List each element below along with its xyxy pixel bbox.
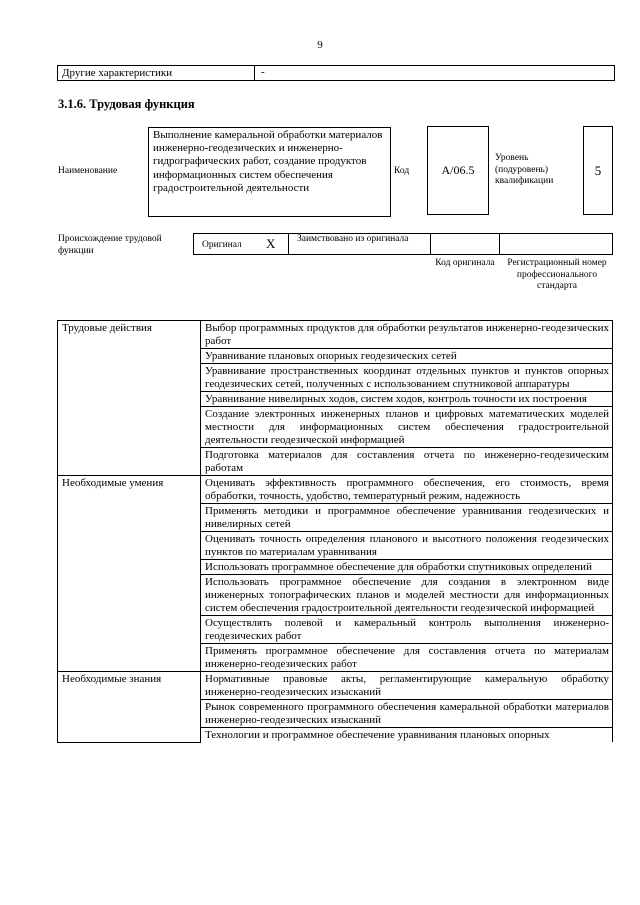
function-code-value: A/06.5 (441, 163, 475, 177)
category-labor-actions: Трудовые действия (58, 321, 201, 476)
code-original-cell (430, 233, 500, 255)
table-cell: Технологии и программное обеспечение уравнивания плановых опорных (201, 728, 613, 743)
original-mark: X (266, 236, 276, 251)
table-row (58, 321, 613, 349)
page-number: 9 (317, 39, 323, 51)
function-details-table (57, 320, 613, 743)
category-required-knowledge: Необходимые знания (58, 672, 201, 743)
function-code-box (427, 126, 489, 215)
table-cell: Оценивать точность определения планового и высотного положения геодезических пунктов по материалам уравнивания (201, 532, 613, 560)
table-cell: Подготовка материалов для составления отчета по инженерно-геодезическим работам (201, 448, 613, 476)
code-label: Код (394, 166, 410, 176)
table-cell: Рынок современного программного обеспечения камеральной обработки материалов инженерно-геодезических изысканий (201, 700, 613, 728)
level-label: Уровень (подуровень) квалификации (495, 153, 554, 186)
table-row (58, 476, 613, 504)
section-title: 3.1.6. Трудовая функция (58, 97, 195, 111)
reg-number-cell (499, 233, 613, 255)
other-characteristics-row (57, 65, 615, 81)
table-cell: Уравнивание пространственных координат отдельных пунктов и пунктов опорных геодезических сетей, полученных с использованием спутниковой аппаратуры (201, 364, 613, 392)
category-required-skills: Необходимые умения (58, 476, 201, 672)
other-characteristics-label: Другие характеристики (62, 67, 173, 79)
function-name-text: Выполнение камеральной обработки материалов инженерно-геодезических и инженерно-гидрографических работ, создание продуктов информационных систем обеспечения градостроительной деятельности (153, 129, 383, 194)
other-characteristics-value: - (261, 66, 265, 78)
qualification-level-box (583, 126, 613, 215)
table-cell: Нормативные правовые акты, регламентирующие камеральную обработку инженерно-геодезических изысканий (201, 672, 613, 700)
table-cell: Использовать программное обеспечение для обработки спутниковых определений (201, 560, 613, 575)
original-cell (193, 233, 289, 255)
table-cell: Использовать программное обеспечение для создания в электронном виде инженерных топографических планов и моделей местности для информационных систем обеспечения градостроительной деятельности геодезической информацией (201, 575, 613, 616)
qualification-level-value: 5 (594, 163, 602, 178)
table-cell: Уравнивание нивелирных ходов, систем ходов, контроль точности их построения (201, 392, 613, 407)
table-cell: Применять методики и программное обеспечение уравнивания геодезических и нивелирных сетей (201, 504, 613, 532)
origin-label: Происхождение трудовой функции (58, 234, 162, 256)
borrowed-label: Заимствовано из оригинала (297, 234, 409, 244)
table-cell: Осуществлять полевой и камеральный контроль выполнения инженерно-геодезических работ (201, 616, 613, 644)
original-label: Оригинал (202, 240, 242, 250)
reg-number-caption: Регистрационный номер профессионального стандарта (507, 258, 607, 291)
table-cell: Выбор программных продуктов для обработки результатов инженерно-геодезических работ (201, 321, 613, 349)
table-cell: Применять программное обеспечение для составления отчета по материалам инженерно-геодезических работ (201, 644, 613, 672)
borrowed-cell (288, 233, 431, 255)
table-cell: Оценивать эффективность программного обеспечения, его стоимость, время обработки, точность, удобство, температурный режим, надежность (201, 476, 613, 504)
table-cell: Создание электронных инженерных планов и цифровых математических моделей местности для информационных систем обеспечения градостроительной деятельности геодезической информацией (201, 407, 613, 448)
table-row (58, 672, 613, 700)
function-name-box (148, 127, 391, 217)
cell-divider (254, 66, 255, 80)
name-label: Наименование (58, 166, 118, 176)
table-cell: Уравнивание плановых опорных геодезических сетей (201, 349, 613, 364)
code-original-caption: Код оригинала (435, 258, 495, 268)
